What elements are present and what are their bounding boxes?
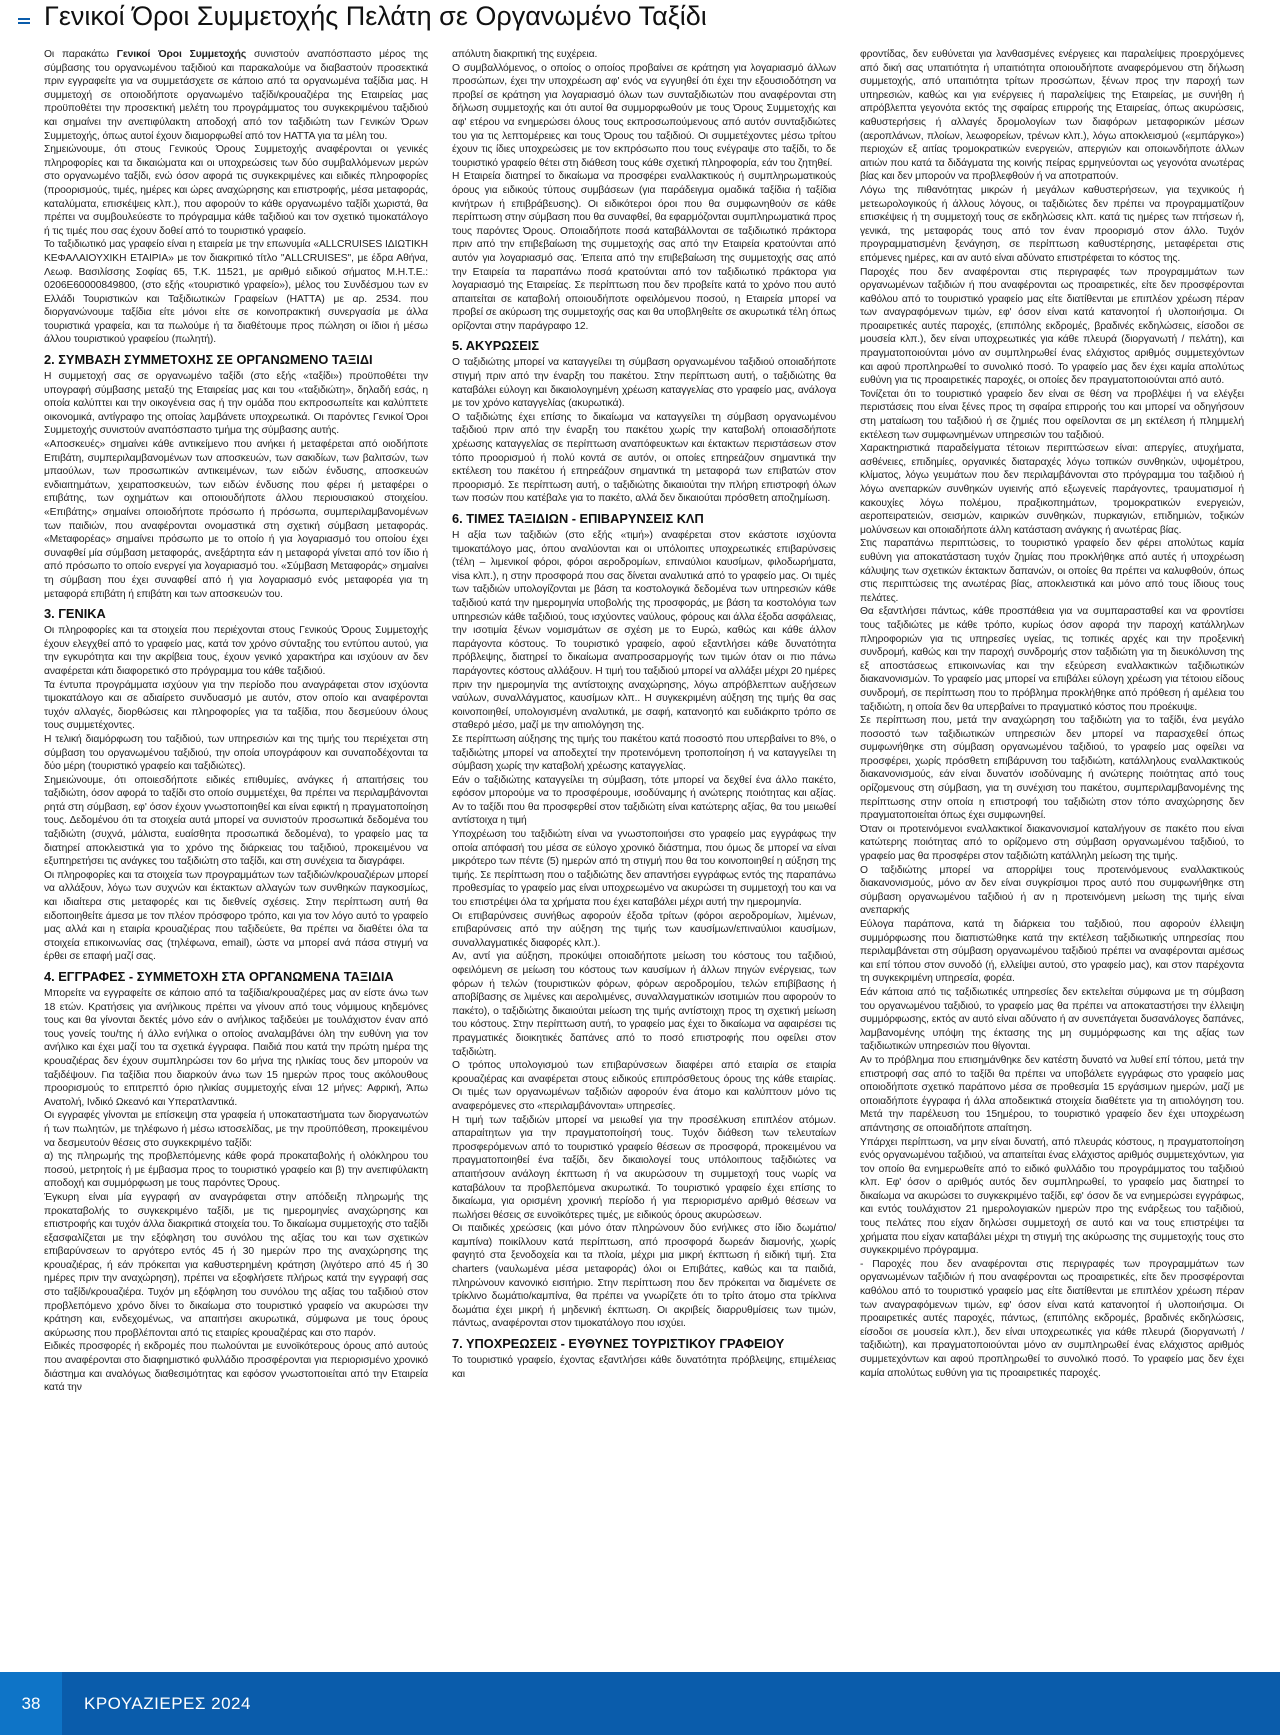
paragraph: Η τελική διαμόρφωση του ταξιδιού, των υπηρεσιών και της τιμής του περιέχεται στη σύμβαση του οργανωμένου ταξιδιού, την οποία υπογράφουν και συναποδέχονται τα δύο μέρη (τουριστικό γραφείο και ταξιδιώτες). — [44, 733, 428, 773]
intro-paragraph: Οι παρακάτω Γενικοί Όροι Συμμετοχής συνιστούν αναπόσπαστο μέρος της σύμβασης του οργανωμένου ταξιδιού και παρακαλούμε να διαβαστούν προσεκτικά πριν εγγραφείτε για να συμμετάσχετε σε κάποιο από τα οργανωμένα ταξίδια μας. Η συμμετοχή σε οποιοδήποτε οργανωμένο ταξίδι/κρουαζιέρα της Εταιρείας μας προϋποθέτει την προσεκτική μελέτη του προγράμματος του συγκεκριμένου ταξιδιού και σημαίνει την ανεπιφύλακτη αποδοχή από τον ταξιδιώτη των Γενικών Όρων Συμμετοχής, όπως αυτοί έχουν διαμορφωθεί από τον ΗΑΤΤΑ για τα μέλη του. — [44, 49, 428, 142]
section-heading-4: 4. ΕΓΓΡΑΦΕΣ - ΣΥΜΜΕΤΟΧΗ ΣΤΑ ΟΡΓΑΝΩΜΕΝΑ ΤΑΞΙΔΙΑ — [44, 969, 394, 984]
intro-bold-term: Γενικοί Όροι Συμμετοχής — [116, 49, 247, 60]
paragraph: Η συμμετοχή σας σε οργανωμένο ταξίδι (στο εξής «ταξίδι») προϋποθέτει την υπογραφή σύμβασης μεταξύ της Εταιρείας μας και του «ταξιδιώτη», δηλαδή εσάς, η οποία καλύπτει και την οικογένεια σας ή την ομάδα που εκπροσωπείτε και καλύπτετε οικονομικά, αντίγραφο της οποίας λαμβάνετε υποχρεωτικά. Οι παρόντες Γενικοί Όροι Συμμετοχής συνιστούν αναπόσπαστο τμήμα της σύμβασης αυτής. — [44, 371, 428, 437]
publication-title: ΚΡΟΥΑΖΙΕΡΕΣ 2024 — [84, 1694, 251, 1713]
paragraph: Σε περίπτωση αύξησης της τιμής του πακέτου κατά ποσοστό που υπερβαίνει το 8%, ο ταξιδιώτης μπορεί να αποδεχτεί την προτεινόμενη τροποποίηση ή να καταγγείλει τη σύμβαση χωρίς την καταβολή χρέωσης καταγγελίας. — [452, 733, 836, 773]
paragraph: Οι επιβαρύνσεις συνήθως αφορούν έξοδα τρίτων (φόροι αεροδρομίων, λιμένων, επιβαρύνσεις από την αύξηση της τιμής των καυσίμων/επιναύλιοι καυσίμων, συναλλαγματικές διαφορές κλπ.). — [452, 910, 836, 949]
paragraph: Σημειώνουμε, ότι οποιεσδήποτε ειδικές επιθυμίες, ανάγκες ή απαιτήσεις του ταξιδιώτη, όσον αφορά το ταξίδι στο οποίο συμμετέχει, θα πρέπει να περιλαμβάνονται ρητά στη σύμβαση, εφ' όσον έχουν γνωστοποιηθεί και είναι εφικτή η πραγματοποίηση τους. Δεδομένου ότι τα στοιχεία αυτά μπορεί να συνιστούν προσωπικά δεδομένα του ταξιδιώτη (συχνά, μάλιστα, ευαίσθητα προσωπικά δεδομένα), το γραφείο μας τα διατηρεί αποκλειστικά για το χρόνο της διάρκειας του ταξιδιού, προκειμένου να εξυπηρετήσει τις ανάγκες του ταξιδιώτη στο ταξίδι, και στη συνέχεια τα διαγράφει. — [44, 774, 428, 868]
paragraph: Παροχές που δεν αναφέρονται στις περιγραφές των προγραμμάτων των οργανωμένων ταξιδιών ή που αναφέρονται ως προαιρετικές, είτε δεν προσφέρονται καθόλου από το τουριστικό γραφείο μας είτε διατίθενται με επιπλέον χρέωση πέραν των αναγραφόμενων τιμών, εφ' όσον είναι κατά κατανοητοί ή υλοποιήσιμα. Οι προαιρετικές αυτές παροχές, (επιπόλης εκδρομές, βραδινές εκδηλώσεις, είσοδοι σε μουσεία κλπ.), δεν είναι υποχρεωτικές για κάθε πλευρά (διοργανωτή / πελάτη), και πραγματοποιούνται μόνο αν συμπληρωθεί ένας ελάχιστος αριθμός συμμετεχόντων και αφού προπληρωθεί το συνολικό ποσό. Το γραφείο μας δεν έχει καμία απολύτως ευθύνη για τις προαιρετικές παροχές, οι οποίες δεν πραγματοποιούνται από αυτό. — [860, 266, 1244, 387]
page-footer — [0, 1672, 1280, 1735]
paragraph: Ο ταξιδιώτης μπορεί να καταγγείλει τη σύμβαση οργανωμένου ταξιδιού οποιαδήποτε στιγμή πριν από την έναρξη του πακέτου. Στην περίπτωση αυτή, ο ταξιδιώτης θα καταβάλει εύλογη και δικαιολογημένη χρέωση καταγγελίας στο γραφείο μας, ανάλογα με τον χρόνο καταγγελίας (ακυρωτικά). — [452, 357, 836, 410]
paragraph: Υποχρέωση του ταξιδιώτη είναι να γνωστοποιήσει στο γραφείο μας εγγράφως την οποία απόφασή του μέσα σε εύλογο χρονικό διάστημα, που όμως δε μπορεί να είναι μικρότερο των πέντε (5) ημερών από τη στιγμή που θα του κοινοποιηθεί η αύξηση της τιμής. Σε περίπτωση που ο ταξιδιώτης δεν απαντήσει εγγράφως εντός της παραπάνω προθεσμίας το γραφείο μας είναι υποχρεωμένο να ακυρώσει τη συμμετοχή του και να του επιστρέψει όλα τα χρήματα που έχει καταβάλει μέχρι αυτή την ημερομηνία. — [452, 829, 836, 909]
paragraph: Χαρακτηριστικά παραδείγματα τέτοιων περιπτώσεων είναι: απεργίες, ατυχήματα, ασθένειες, επιδημίες, οργανικές διαταραχές λόγω τοπικών συνθηκών, υψομέτρου, κλίματος, λόγω γευμάτων που δεν περιλαμβάνονται στο πρόγραμμα του ταξιδιού ή λόγω ανεπαρκών συνθηκών υγιεινής από εξωγενείς παράγοντες, τραυματισμοί ή κακουχίες λόγω πολέμου, πραξικοπημάτων, τρομοκρατικών ενεργειών, αεροπειρατειών, σεισμών, καιρικών συνθηκών, πυρκαγιών, επιδημιών, τοξικών μολύνσεων και οποιαδήποτε άλλη κατάσταση ανάγκης ή ανωτέρας βίας. — [860, 443, 1244, 536]
paragraph: Μπορείτε να εγγραφείτε σε κάποιο από τα ταξίδια/κρουαζιέρες μας αν είστε άνω των 18 ετών. Κρατήσεις για ανήλικους πρέπει να γίνουν από τους νόμιμους κηδεμόνες τους και θα γίνονται δεκτές μόνο εάν ο ανήλικος ταξιδεύει με τουλάχιστον έναν από τους γονείς του/της ή άλλο ενήλικα ο οποίος αναλαμβάνει όλη την ευθύνη για τον ανήλικο και έχει μαζί του τα σχετικά έγγραφα. Παιδιά που κατά την πρώτη ημέρα της κρουαζιέρας δεν έχουν συμπληρώσει τον 6ο μήνα της ηλικίας τους δεν μπορούν να ταξιδέψουν. Για ταξίδια που διαρκούν άνω των 15 ημερών προς τους ακόλουθους προορισμούς το επιτρεπτό όριο ηλικίας συμμετοχής είναι 12 μήνες: Αφρική, Άπω Ανατολή, Ινδικό Ωκεανό και Υπερατλαντικά. — [44, 988, 428, 1108]
paragraph: Λόγω της πιθανότητας μικρών ή μεγάλων καθυστερήσεων, για τεχνικούς ή μετεωρολογικούς ή άλλους λόγους, οι ταξιδιώτες δεν πρέπει να προγραμματίζουν επισκέψεις ή τη συμμετοχή τους σε εκδηλώσεις κλπ. κατά τις ημέρες των πτήσεων ή, γενικά, της μεταφοράς τους από τον έναν προορισμό στον άλλο. Τυχόν προγραμματισμένη ξενάγηση, σε περίπτωση καθυστέρησης, μεταφέρεται στις επόμενες ημέρες, και αν αυτό είναι αδύνατο επιστρέφεται το κόστος της. — [860, 184, 1244, 264]
paragraph: Το ταξιδιωτικό μας γραφείο είναι η εταιρεία με την επωνυμία «ALLCRUISES ΙΔΙΩΤΙΚΗ ΚΕΦΑΛΑΙΟΥΧΙΚΗ ΕΤΑΙΡΙΑ» με τον διακριτικό τίτλο "ALLCRUISES", με έδρα Αθήνα, Λεωφ. Βασιλίσσης Σοφίας 65, Τ.Κ. 11521, με αριθμό ειδικού σήματος Μ.Η.Τ.Ε.: 0206Ε60000849800, (στο εξής «τουριστικό γραφείο»), μέλος του Συνδέσμου των εν Ελλάδι Τουριστικών και Ταξιδιωτικών Γραφείων (ΗΑΤΤΑ) με αρ. 2534. που διοργανώνουμε ταξίδια είτε μόνοι είτε σε κοινοπρακτική συνεργασία με άλλα τουριστικά γραφεία, και τα πωλούμε ή τα διαθέτουμε προς πώληση οι ίδιοι ή μέσω άλλου τουριστικού γραφείου (πωλητή). — [44, 239, 428, 346]
paragraph: Θα εξαντλήσει πάντως, κάθε προσπάθεια για να συμπαρασταθεί και να φροντίσει τους ταξιδιώτες με κάθε τρόπο, κυρίως όσον αφορά την παροχή κατάλληλων πληροφοριών για τις υπηρεσίες υγείας, τις τοπικές αρχές και την προξενική συνδρομή, καθώς και την παροχή συνδρομής στον ταξιδιώτη για τη διευκόλυνση της εξ αποστάσεως επικοινωνίας και την εξεύρεση εναλλακτικών ταξιδιωτικών διακανονισμών. Το γραφείο μας μπορεί να επιβάλει εύλογη χρέωση για τέτοιου είδους συνδρομή, σε περίπτωση που το πρόβλημα προκλήθηκε από πρόθεση ή αμέλεια του ταξιδιώτη, η οποία δεν θα υπερβαίνει το πραγματικό κόστος που προέκυψε. — [860, 606, 1244, 713]
paragraph: Αν το πρόβλημα που επισημάνθηκε δεν κατέστη δυνατό να λυθεί επί τόπου, μετά την επιστροφή σας από το ταξίδι θα πρέπει να υποβάλετε εγγράφως στο γραφείο μας οποιοδήποτε σχετικό παράπονο μέσα σε προθεσμία 15 εργάσιμων ημερών, μαζί με οποιαδήποτε έγγραφα ή άλλα αποδεικτικά στοιχεία διαθέτετε για τη αιτιολόγηση του. Μετά την παρέλευση του 15ημέρου, το τουριστικό γραφείο δεν έχει υποχρέωση απάντησης σε οποιαδήποτε απαίτηση. — [860, 1054, 1244, 1134]
section-heading-3: 3. ΓΕΝΙΚΑ — [44, 606, 106, 622]
paragraph: - Παροχές που δεν αναφέρονται στις περιγραφές των προγραμμάτων των οργανωμένων ταξιδιών ή που αναφέρονται ως προαιρετικές, είτε δεν προσφέρονται καθόλου από το τουριστικό γραφείο μας είτε διατίθενται με επιπλέον χρέωση πέραν των αναγραφόμενων τιμών, εφ' όσον είναι κατά κατανοητοί ή υλοποιήσιμα. Οι προαιρετικές αυτές παροχές, πάντως, (επιπόλης εκδρομές, βραδινές εκδηλώσεις, είσοδοι σε μουσεία κλπ.), δεν είναι υποχρεωτικές για κάθε πλευρά (διοργανωτή / ταξιδιώτη), και πραγματοποιούνται μόνο αν συμπληρωθεί ένας ελάχιστος αριθμός συμμετεχόντων και αφού προπληρωθεί το συνολικό ποσό. Το γραφείο μας δεν έχει καμία απολύτως ευθύνη για τις προαιρετικές παροχές. — [860, 1258, 1244, 1379]
paragraph: Σημειώνουμε, ότι στους Γενικούς Όρους Συμμετοχής αναφέρονται οι γενικές πληροφορίες και τα δικαιώματα και οι υποχρεώσεις των δύο συμβαλλόμενων μερών στο οργανωμένο ταξίδι, ενώ όσον αφορά τις συγκεκριμένες και ειδικές πληροφορίες (προορισμούς, τιμές, ημέρες και ώρες αναχώρησης και επιστροφής, μέσα μεταφοράς, καταλύματα, επισκέψεις κλπ.), που αφορούν το κάθε οργανωμένο ταξίδι χωριστά, θα πρέπει να συμβουλεύεστε το πρόγραμμα κάθε ταξιδιού και τον σχετικό τιμοκατάλογο ή τις τιμές που σας έχουν δοθεί από το τουριστικό γραφείο. — [44, 144, 428, 237]
paragraph: Εάν ο ταξιδιώτης καταγγείλει τη σύμβαση, τότε μπορεί να δεχθεί ένα άλλο πακέτο, εφόσον μπορούμε να το προσφέρουμε, ισοδύναμης ή ανώτερης ποιότητας και αξίας. Αν το ταξίδι που θα προσφερθεί στον ταξιδιώτη είναι κατώτερης αξίας, θα του μειωθεί αντίστοιχα η τιμή — [452, 774, 836, 827]
page-title: Γενικοί Όροι Συμμετοχής Πελάτη σε Οργανωμένο Ταξίδι — [44, 1, 707, 31]
section-heading-5: 5. ΑΚΥΡΩΣΕΙΣ — [452, 338, 540, 354]
paragraph: Εύλογα παράπονα, κατά τη διάρκεια του ταξιδιού, που αφορούν έλλειψη συμμόρφωσης που διαπιστώθηκε κατά την εκτέλεση ταξιδιωτικής υπηρεσίας που περιλαμβάνεται στη σύμβαση οργανωμένου ταξιδιού πρέπει να αναφέρονται αμέσως και επί τόπου στον συνοδό (ή, ελλείψει αυτού, στο γραφείο μας), και στον παρέχοντα τη συγκεκριμένη υπηρεσία, φορέα. — [860, 919, 1244, 985]
paragraph: Τονίζεται ότι το τουριστικό γραφείο δεν είναι σε θέση να προβλέψει ή να ελέγξει περιστάσεις που είναι ξένες προς τη σφαίρα επιρροής του και μπορεί να οδηγήσουν στη ματαίωση του ταξιδιού ή σε ζημιές που οφείλονται σε μη εκτέλεση ή πλημμελή εκτέλεση των συμφωνημένων υπηρεσιών του ταξιδιού. — [860, 388, 1244, 441]
paragraph: απόλυτη διακριτική της ευχέρεια. — [452, 49, 598, 60]
paragraph: Τα έντυπα προγράμματα ισχύουν για την περίοδο που αναγράφεται στον ισχύοντα τιμοκατάλογο και σε αδιαίρετο συνδυασμό με αυτόν, στον οποίο και αναφέρονται τυχόν αλλαγές, διορθώσεις και πληροφορίες για τα ταξίδια, που δεσμεύουν όλους τους συμμετέχοντες. — [44, 679, 428, 732]
terms-columns — [44, 48, 1244, 1658]
column-2 — [452, 48, 836, 1658]
page-number: 38 — [0, 1672, 62, 1735]
paragraph: Οι εγγραφές γίνονται με επίσκεψη στα γραφεία ή υποκαταστήματα των διοργανωτών ή των πωλητών, με τηλέφωνο ή μέσω ιστοσελίδας, με την προϋπόθεση, προκειμένου να δεσμευτούν θέσεις στο συγκεκριμένο ταξίδι: — [44, 1110, 428, 1149]
paragraph: Η Εταιρεία διατηρεί το δικαίωμα να προσφέρει εναλλακτικούς ή συμπληρωματικούς όρους για ειδικούς τύπους συμβάσεων (για παράδειγμα ομαδικά ταξίδια ή ταξίδια κινήτρων ή επιβράβευσης). Οι ειδικότεροι όροι που θα συμφωνηθούν σε κάθε περίπτωση στην σύμβαση που θα συναφθεί, θα εφαρμόζονται συμπληρωματικά προς τους παρόντες Όρους. Οποιαδήποτε ποσά καταβάλλονται σε ταξιδιωτικό πράκτορα πριν από την επιβεβαίωση της συμμετοχής σας από την Εταιρεία κρατούνται από αυτόν για λογαριασμό σας. Έπειτα από την επιβεβαίωση της συμμετοχής σας από την Εταιρεία τα παραπάνω ποσά κρατούνται από τον ταξιδιωτικό πράκτορα για λογαριασμό της Εταιρείας. Σε περίπτωση που δεν προβείτε κατά το χρόνο που αυτό απαιτείται σε καταβολή οποιουδήποτε οφειλόμενου ποσού, η Εταιρεία μπορεί να προβεί σε ακύρωση της συμμετοχής σας και θα υποβληθείτε σε ακυρωτικά τέλη όπως ορίζονται στην παράγραφο 12. — [452, 171, 836, 332]
paragraph: Σε περίπτωση που, μετά την αναχώρηση του ταξιδιώτη για το ταξίδι, ένα μεγάλο ποσοστό των ταξιδιωτικών υπηρεσιών δεν μπορεί να παρασχεθεί όπως συμφωνήθηκε στη σύμβαση οργανωμένου ταξιδιού, το γραφείο μας οφείλει να προσφέρει, χωρίς πρόσθετη επιβάρυνση του ταξιδιώτη, κατάλληλους εναλλακτικούς διακανονισμούς, εάν είναι δυνατόν ισοδύναμης ή ανώτερης ποιότητας από τους ορίζομενους στη σύμβαση, για τη συνέχιση του πακέτου, συμπεριλαμβανομένης της περίπτωσης στην οποία η επιστροφή του ταξιδιώτη στον τόπο αναχώρησης δεν πραγματοποιείται όπως έχει συμφωνηθεί. — [860, 715, 1244, 822]
paragraph: Εάν κάποια από τις ταξιδιωτικές υπηρεσίες δεν εκτελείται σύμφωνα με τη σύμβαση του οργανωμένου ταξιδιού, το γραφείο μας θα πρέπει να αποκαταστήσει την έλλειψη συμμόρφωσης, εκτός αν αυτό είναι αδύνατο ή αν συνεπάγεται δυσανάλογες δαπάνες, λαμβανομένης υπόψη της έκτασης της μη συμμόρφωσης και της αξίας των ταξιδιωτικών υπηρεσιών που θίγονται. — [860, 986, 1244, 1053]
paragraph: Ο συμβαλλόμενος, ο οποίος ο οποίος προβαίνει σε κράτηση για λογαριασμό άλλων προσώπων, έχει την υποχρέωση αφ' ενός να εγγυηθεί ότι έχει την εξουσιοδότηση να προβεί σε κράτηση για λογαριασμό όλων των συνταξιδιωτών που αναφέρονται στη δήλωση συμμετοχής και ότι αυτοί θα συμμορφωθούν με τους Όρους Συμμετοχής και αφ' ετέρου να ενημερώσει όλους τους εκπροσωπούμενους από αυτόν συνταξιδιώτες του για τις λεπτομέρειες και τους Όρους του ταξιδιού. Οι συμμετέχοντες μέσω τρίτου έχουν τις ίδιες υποχρεώσεις με τον εκπρόσωπο που τους ενέγραψε στο ταξίδι, το δε τουριστικό γραφείο θέτει στη διάθεση τους κάθε σχετική πληροφορία, εάν του ζητηθεί. — [452, 62, 836, 169]
column-3 — [860, 48, 1244, 1658]
paragraph: «Αποσκευές» σημαίνει κάθε αντικείμενο που ανήκει ή μεταφέρεται από οιοδήποτε Επιβάτη, συμπεριλαμβανομένων των αποσκευών, των σακιδίων, των βαλιτσών, των μπαούλων, των προσωπικών αντικειμένων, των ειδών ένδυσης, αποσκευών ενδιαιτημάτων, χειραποσκευών, των ειδών ένδυσης που φέρει ή μεταφέρει ο επιβάτης, των οχημάτων και οποιουδήποτε άλλου περιουσιακού στοιχείου. «Επιβάτης» σημαίνει οποιοδήποτε πρόσωπο ή πρόσωπα, συμπεριλαμβανομένων των παιδιών, που αναφέρονται ονομαστικά στη σχετική σύμβαση μεταφοράς. «Μεταφορέας» σημαίνει πρόσωπο με το οποίο ή για λογαριασμό του οποίου έχει συναφθεί μία σύμβαση μεταφοράς, ανεξάρτητα εάν η μεταφορά γίνεται από τον ίδιο ή από πρόσωπο το οποίο ενεργεί για λογαριασμό του. «Σύμβαση Μεταφοράς» σημαίνει τη σύμβαση που έχει συναφθεί από ή για λογαριασμό ενός μεταφορέα για τη μεταφορά επιβάτη ή επιβάτη και των αποσκευών του. — [44, 439, 428, 600]
paragraph: φροντίδας, δεν ευθύνεται για λανθασμένες ενέργειες και παραλείψεις προερχόμενες από δική σας υπαιτιότητα ή υπαιτιότητα οποιουδήποτε αναφερόμενου στη δήλωση συμμετοχής, από υπαιτιότητα τρίτων προσώπων, ξένων προς την παροχή των υπηρεσιών, καθώς και για ενέργειες ή παραλείψεις της Εταιρείας, με συνήθη ή απρόβλεπτα γεγονότα εκτός της σφαίρας επιρροής της Εταιρείας, όπως ακυρώσεις, καθυστερήσεις ή αλλαγές δρομολογίων των διαφόρων μεταφορικών μέσων (αεροπλάνων, πλοίων, λεωφορείων, τρένων κλπ.), λόγω αποκλεισμού («εμπάργκο») περιοχών εξ αιτίας τρομοκρατικών ενεργειών, απεργιών και οποιωνδήποτε άλλων αιτιών που κατά τα διδάγματα της κοινής πείρας ερμηνεύονται ως γεγονότα ανωτέρας βίας και δεν μπορούν να προβλεφθούν ή να αποτραπούν. — [860, 49, 1244, 183]
column-1 — [44, 48, 428, 1658]
paragraph: Η τιμή των ταξιδιών μπορεί να μειωθεί για την προσέλκυση επιπλέον ατόμων. απαραίτητων για την πραγματοποίησή τους. Τυχόν διάθεση των τελευταίων προσφερόμενων από το τουριστικό γραφείο θέσεων σε προσφορά, προκειμένου να πραγματοποιηθεί ένα ταξίδι, δεν δικαιολογεί τους υπόλοιπους ταξιδιώτες να απαιτήσουν ανάλογη έκπτωση ή να ακυρώσουν τη συμμετοχή τους νωρίς να καταβάλουν τα προβλεπόμενα ακυρωτικά. Το τουριστικό γραφείο έχει επίσης το δικαίωμα, για ορισμένη χρονική περίοδο ή για περιορισμένο αριθμό θέσεων να πωλήσει θέσεις σε ευνοϊκότερες τιμές, με ειδικούς όρους ακυρώσεων. — [452, 1114, 836, 1221]
paragraph: Ο ταξιδιώτης μπορεί να απορρίψει τους προτεινόμενους εναλλακτικούς διακανονισμούς, μόνο αν δεν είναι συγκρίσιμοι προς αυτό που συμφωνήθηκε στη σύμβαση οργανωμένου ταξιδιού ή αν η προτεινόμενη μείωση της τιμής είναι ανεπαρκής — [860, 864, 1244, 917]
paragraph: Ο τρόπος υπολογισμού των επιβαρύνσεων διαφέρει από εταιρία σε εταιρία κρουαζιέρας και αναφέρεται στους ειδικούς επιπρόσθετους όρους της κάθε εταιρίας. Οι τιμές των οργανωμένων ταξιδιών αφορούν ένα άτομο και καλύπτουν μόνο τις αναφερόμενες στο «περιλαμβάνονται» υπηρεσίες. — [452, 1060, 836, 1112]
paragraph: Η αξία των ταξιδιών (στο εξής «τιμή») αναφέρεται στον εκάστοτε ισχύοντα τιμοκατάλογο μας, όπου αναλύονται και οι υπόλοιπες υποχρεωτικές επιβαρύνσεις (τέλη – λιμενικοί φόροι, φόροι αεροδρομίων, επιναύλιοι καυσίμων, φιλοδωρήματα, visa κλπ.), η στην προσφορά που σας δίνεται αναλυτικά από το γραφείο μας. Οι τιμές των ταξιδιών υπολογίζονται με βάση τα κοστολογικά δεδομένα των υπηρεσιών κάθε ταξιδιού κατά την ημερομηνία υποβολής της προσφοράς, με βάση τα κοστολόγια των υπηρεσιών κάθε ταξιδιού, τους ισχύοντες ναύλους, φόρους και άλλα έξοδα ασφάλειας, την ισοτιμία ξένων νομισμάτων σε σχέση με το Ευρώ, καθώς και κάθε άλλον παράγοντα κόστους. Το τουριστικό γραφείο, αφού εξαντλήσει κάθε δυνατότητα πρόβλεψης, διατηρεί το δικαίωμα αναπροσαρμογής των τιμών όταν οι πιο πάνω παράγοντες κόστους αλλάξουν. Η τιμή του ταξιδιού μπορεί να αλλάξει μέχρι 20 ημέρες πριν την ημερομηνία της αντίστοιχης αναχώρησης, λόγω απρόβλεπτων αυξήσεων ναύλων, συναλλάγματος, καυσίμων κλπ.. Η συγκεκριμένη αύξηση της τιμής θα σας κοινοποιηθεί, υπολογισμένη αναλυτικά, με σαφή, κατανοητό και ευδιάκριτο τρόπο σε σταθερό μέσο, μαζί με την αιτιολόγηση της. — [452, 530, 836, 732]
paragraph: Έγκυρη είναι μία εγγραφή αν αναγράφεται στην απόδειξη πληρωμής της προκαταβολής το συγκεκριμένο ταξίδι, με τις ημερομηνίες αναχώρησης και επιστροφής και τυχόν άλλα διακριτικά στοιχεία του. Το δικαίωμα συμμετοχής στο ταξίδι εξασφαλίζεται με την εξόφληση του συνόλου της αξίας του και των σχετικών επιβαρύνσεων το αργότερο εντός 45 ή 30 ημερών προ της αναχώρησης της κρουαζιέρας, ή εάν πρόκειται για καθυστερημένη κράτηση (λιγότερο από 45 ή 30 ημέρες πριν την αναχώρηση), πρέπει να εξοφλήσετε πλήρως κατά την εγγραφή σας στο ταξίδι/κρουαζιέρα. Τυχόν μη εξόφληση του συνόλου της αξίας του ταξιδιού στον προβλεπόμενο χρόνο δίνει το δικαίωμα στο τουριστικό γραφείο να ακυρώσει την κράτηση και, ενδεχομένως, να απαιτήσει ακυρωτικά, σύμφωνα με τους όρους ακύρωσης που προβλέπονται από τις εταιρίες κρουαζιέρας και στο παρόν. — [44, 1191, 428, 1339]
section-heading-6: 6. ΤΙΜΕΣ ΤΑΞΙΔΙΩΝ - ΕΠΙΒΑΡΥΝΣΕΙΣ ΚΛΠ — [452, 511, 704, 526]
section-heading-2: 2. ΣΥΜΒΑΣΗ ΣΥΜΜΕΤΟΧΗΣ ΣΕ ΟΡΓΑΝΩΜΕΝΟ ΤΑΞΙΔΙ — [44, 352, 373, 368]
menu-icon — [18, 18, 30, 28]
paragraph: Οι πληροφορίες και τα στοιχεία που περιέχονται στους Γενικούς Όρους Συμμετοχής έχουν ελεγχθεί από το γραφείο μας, κατά τον χρόνο σύνταξης του εντύπου αυτού, για την εγκυρότητα και την ακρίβεια τους, έχουν γενικό χαρακτήρα και ισχύουν αν δεν αναφέρεται κάτι διαφορετικό στο πρόγραμμα του κάθε ταξιδιού. — [44, 625, 428, 677]
paragraph: Οι πληροφορίες και τα στοιχεία των προγραμμάτων των ταξιδιών/κρουαζιέρων μπορεί να αλλάξουν, λόγω των συχνών και έκτακτων αλλαγών των συνθηκών παγκοσμίως, και ιδιαίτερα στις μεταφορές και τις διεθνείς σχέσεις. Στην περίπτωση αυτή θα ειδοποιηθείτε άμεσα με τον πλέον πρόσφορο τρόπο, και για τον λόγο αυτό το γραφείο μας αλλά και η εταιρία κρουαζιέρας που ταξιδεύετε, θα πρέπει να διαθέτει όλα τα στοιχεία επικοινωνίας σας (τηλέφωνα, email), ώστε να μπορεί ανά πάσα στιγμή να έρθει σε επαφή μαζί σας. — [44, 869, 428, 963]
paragraph: Το τουριστικό γραφείο, έχοντας εξαντλήσει κάθε δυνατότητα πρόβλεψης, επιμέλειας και — [452, 1355, 836, 1380]
page-header — [0, 0, 1280, 46]
paragraph: Υπάρχει περίπτωση, να μην είναι δυνατή, από πλευράς κόστους, η πραγματοποίηση ενός οργανωμένου ταξιδιού, να απαιτείται ένας ελάχιστος αριθμός συμμετεχόντων, για τον οποίο θα ενημερωθείτε από το ειδικό φυλλάδιο του προγράμματος του ταξιδιού κλπ. Εφ' όσον ο αριθμός αυτός δεν συμπληρωθεί, το γραφείο μας διατηρεί το δικαίωμα να ακυρώσει το συγκεκριμένο ταξίδι, εφ' όσον δε να ενημερώσει εγγράφως, και εντός τουλάχιστον 21 ημερολογιακών ημερών προ της ενάρξεως του ταξιδιού, τους πελάτες που είχαν δηλώσει συμμετοχή σε αυτό και να τους επιστρέψει τα χρήματα που είχαν καταβάλει μέχρι τη στιγμή της ακύρωσης της συμμετοχής τους στο συγκεκριμένο πρόγραμμα. — [860, 1136, 1244, 1257]
paragraph: Οι παιδικές χρεώσεις (και μόνο όταν πληρώνουν δύο ενήλικες στο ίδιο δωμάτιο/ καμπίνα) ποικίλλουν κατά περίπτωση, από προσφορά δωρεάν διαμονής, χωρίς φαγητό στα ξενοδοχεία και τα πλοία, μέχρι μια μικρή έκπτωση ή ειδική τιμή. Στα charters (ναυλωμένα μέσα μεταφοράς) όλοι οι Επιβάτες, καθώς και τα παιδιά, πληρώνουν κανονικό εισιτήριο. Στην περίπτωση που δεν πρόκειται να διαμένετε σε τρίκλινο δωμάτιο/καμπίνα, θα πρέπει να γνωρίζετε ότι το τρίτο άτομο στα τρίκλινα δωμάτια έχει μικρή ή μηδενική έκπτωση. Οι ακριβείς διαρρυθμίσεις των τιμών, πάντως, αναφέρονται στον τιμοκατάλογο που ισχύει. — [452, 1223, 836, 1330]
paragraph: Όταν οι προτεινόμενοι εναλλακτικοί διακανονισμοί καταλήγουν σε πακέτο που είναι κατώτερης ποιότητας από το ορίζομενο στη σύμβαση οργανωμένου ταξιδιού, το γραφείο μας θα προσφέρει στον ταξιδιώτη κατάλληλη μείωση της τιμής. — [860, 823, 1244, 863]
paragraph: Ο ταξιδιώτης έχει επίσης το δικαίωμα να καταγγείλει τη σύμβαση οργανωμένου ταξιδιού πριν από την έναρξη του πακέτου χωρίς την καταβολή οποιασδήποτε χρέωσης καταγγελίας σε περίπτωση αναπόφευκτων και έκτακτων περιστάσεων στον τόπο προορισμού ή πολύ κοντά σε αυτόν, οι οποίες επηρεάζουν σημαντικά την εκτέλεση του πακέτου ή επηρεάζουν σημαντικά τη μεταφορά των επιβατών στον προορισμό. Σε περίπτωση αυτή, ο ταξιδιώτης δικαιούται την πλήρη επιστροφή όλων των ποσών που κατέβαλε για το πακέτο, αλλά δεν δικαιούται πρόσθετη αποζημίωση. — [452, 411, 836, 505]
paragraph: Αν, αντί για αύξηση, προκύψει οποιαδήποτε μείωση του κόστους του ταξιδιού, οφειλόμενη σε μείωση του κόστους των καυσίμων ή άλλων πηγών ενέργειας, των φόρων ή τελών (τουριστικών φόρων, φόρων αεροδρομίου, τελών επιβίβασης ή αποβίβασης σε λιμένες και αερολιμένες, συναλλαγματικών ισοτιμιών που αφορούν το πακέτο), ο ταξιδιώτης δικαιούται μείωση της τιμής αντίστοιχη προς τη σχετική μείωση του κόστους. Στην περίπτωση αυτή, το γραφείο μας έχει το δικαίωμα να αφαιρέσει τις πραγματικές διοικητικές δαπάνες από το ποσό επιστροφής που οφείλει στον ταξιδιώτη. — [452, 951, 836, 1058]
paragraph: α) της πληρωμής της προβλεπόμενης κάθε φορά προκαταβολής ή ολόκληρου του ποσού, μετρητοίς ή με έμβασμα προς το τουριστικό γραφείο και β) την ανεπιφύλακτη αποδοχή και συμμόρφωση με τους παρόντες Όρους. — [44, 1151, 428, 1190]
paragraph: Ειδικές προσφορές ή εκδρομές που πωλούνται με ευνοϊκότερους όρους από αυτούς που αναφέρονται στο διαφημιστικό φυλλάδιο προσφέρονται για περιορισμένο χρονικό διάστημα και αναλόγως διαθεσιμότητας και εφόσον γνωστοποιείται από την Εταιρεία κατά την — [44, 1341, 428, 1394]
paragraph: Στις παραπάνω περιπτώσεις, το τουριστικό γραφείο δεν φέρει απολύτως καμία ευθύνη για αποκατάσταση τυχόν ζημίας που προκλήθηκε από αυτές ή υποχρέωση κάλυψης των σχετικών έκτακτων δαπανών, οι οποίες θα πρέπει να καλυφθούν, όπως στις περιπτώσεις της ανωτέρας βίας, αποκλειστικά και μόνο από τους ίδιους τους πελάτες. — [860, 538, 1244, 604]
section-heading-7: 7. ΥΠΟΧΡΕΩΣΕΙΣ - ΕΥΘΥΝΕΣ ΤΟΥΡΙΣΤΙΚΟΥ ΓΡΑΦΕΙΟΥ — [452, 1336, 785, 1352]
